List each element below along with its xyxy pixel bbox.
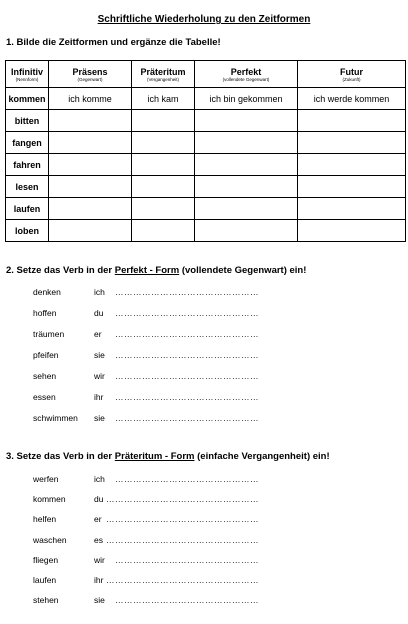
answer-cell[interactable] bbox=[195, 132, 298, 154]
answer-cell[interactable] bbox=[298, 132, 406, 154]
answer-line[interactable]: ………………………………………… bbox=[115, 555, 259, 565]
answer-cell[interactable] bbox=[49, 220, 132, 242]
exercise3-row bbox=[33, 595, 273, 607]
table-cell: kommen bbox=[6, 88, 49, 110]
task3-heading-form: Präteritum - Form bbox=[114, 451, 195, 462]
answer-cell[interactable] bbox=[132, 110, 195, 132]
exercise-verb: träumen bbox=[33, 329, 65, 339]
exercise3-row bbox=[33, 535, 273, 547]
answer-cell[interactable] bbox=[132, 176, 195, 198]
exercise-pronoun: du bbox=[94, 308, 104, 318]
exercise-verb: fliegen bbox=[33, 555, 59, 565]
task3-heading bbox=[6, 451, 330, 462]
answer-cell[interactable] bbox=[298, 110, 406, 132]
table-cell-verb: bitten bbox=[6, 110, 49, 132]
answer-cell[interactable] bbox=[195, 220, 298, 242]
exercise-pronoun: sie bbox=[94, 350, 105, 360]
table-cell: ich komme bbox=[49, 88, 132, 110]
answer-cell[interactable] bbox=[49, 198, 132, 220]
header-perfekt: Perfekt (vollendete Gegenwart) bbox=[195, 61, 298, 88]
answer-cell[interactable] bbox=[132, 220, 195, 242]
answer-line[interactable]: …………………………………………… bbox=[106, 494, 259, 504]
exercise2-row bbox=[33, 350, 273, 362]
answer-cell[interactable] bbox=[195, 198, 298, 220]
table-row bbox=[6, 154, 406, 176]
exercise3-row bbox=[33, 494, 273, 506]
table-cell-verb: fangen bbox=[6, 132, 49, 154]
exercise-verb: kommen bbox=[33, 494, 66, 504]
exercise-pronoun: ich bbox=[94, 474, 105, 484]
exercise-verb: pfeifen bbox=[33, 350, 59, 360]
exercise2-row bbox=[33, 413, 273, 425]
table-cell: ich kam bbox=[132, 88, 195, 110]
answer-line[interactable]: …………………………………………… bbox=[106, 535, 259, 545]
answer-cell[interactable] bbox=[298, 176, 406, 198]
exercise-verb: denken bbox=[33, 287, 61, 297]
exercise3-row bbox=[33, 474, 273, 486]
exercise-pronoun: wir bbox=[94, 555, 105, 565]
task2-heading-pre: 2. Setze das Verb in der bbox=[6, 265, 115, 276]
answer-cell[interactable] bbox=[49, 154, 132, 176]
exercise-pronoun: sie bbox=[94, 595, 105, 605]
answer-cell[interactable] bbox=[49, 132, 132, 154]
exercise-pronoun: es bbox=[94, 535, 103, 545]
exercise2-row bbox=[33, 371, 273, 383]
table-cell: ich bin gekommen bbox=[195, 88, 298, 110]
answer-cell[interactable] bbox=[132, 132, 195, 154]
header-praesens: Präsens (Gegenwart) bbox=[49, 61, 132, 88]
answer-line[interactable]: ………………………………………… bbox=[115, 287, 259, 297]
answer-cell[interactable] bbox=[49, 110, 132, 132]
answer-cell[interactable] bbox=[298, 220, 406, 242]
answer-line[interactable]: ………………………………………… bbox=[115, 392, 259, 402]
table-row bbox=[6, 132, 406, 154]
task3-heading-pre: 3. Setze das Verb in der bbox=[6, 451, 115, 462]
table-row bbox=[6, 176, 406, 198]
exercise3-row bbox=[33, 514, 273, 526]
answer-line[interactable]: ………………………………………… bbox=[115, 308, 259, 318]
header-infinitiv: Infinitiv (Nennform) bbox=[6, 61, 49, 88]
exercise-verb: hoffen bbox=[33, 308, 57, 318]
tense-table bbox=[5, 60, 406, 242]
answer-line[interactable]: ………………………………………… bbox=[115, 474, 259, 484]
task2-heading-post: (vollendete Gegenwart) ein! bbox=[179, 265, 307, 276]
task1-heading: 1. Bilde die Zeitformen und ergänze die Tabelle! bbox=[6, 37, 221, 48]
table-cell-verb: fahren bbox=[6, 154, 49, 176]
table-cell-verb: loben bbox=[6, 220, 49, 242]
answer-cell[interactable] bbox=[195, 110, 298, 132]
table-row bbox=[6, 198, 406, 220]
answer-line[interactable]: …………………………………………… bbox=[106, 514, 259, 524]
table-row-example bbox=[6, 88, 406, 110]
exercise-verb: schwimmen bbox=[33, 413, 78, 423]
exercise2-row bbox=[33, 329, 273, 341]
exercise2-row bbox=[33, 287, 273, 299]
exercise-pronoun: wir bbox=[94, 371, 105, 381]
exercise3-row bbox=[33, 575, 273, 587]
table-cell: ich werde kommen bbox=[298, 88, 406, 110]
answer-line[interactable]: ………………………………………… bbox=[115, 371, 259, 381]
answer-cell[interactable] bbox=[132, 154, 195, 176]
exercise-pronoun: du bbox=[94, 494, 104, 504]
exercise-verb: sehen bbox=[33, 371, 57, 381]
page-title: Schriftliche Wiederholung zu den Zeitformen bbox=[97, 14, 311, 25]
exercise3-row bbox=[33, 555, 273, 567]
header-futur: Futur (Zukunft) bbox=[298, 61, 406, 88]
table-row bbox=[6, 110, 406, 132]
table-cell-verb: lesen bbox=[6, 176, 49, 198]
exercise-verb: helfen bbox=[33, 514, 57, 524]
header-praeteritum: Präteritum (Vergangenheit) bbox=[132, 61, 195, 88]
answer-cell[interactable] bbox=[195, 176, 298, 198]
table-cell-verb: laufen bbox=[6, 198, 49, 220]
answer-cell[interactable] bbox=[49, 176, 132, 198]
table-header-row bbox=[6, 61, 406, 88]
exercise-pronoun: er bbox=[94, 514, 102, 524]
answer-cell[interactable] bbox=[195, 154, 298, 176]
exercise-verb: waschen bbox=[33, 535, 67, 545]
answer-line[interactable]: …………………………………………… bbox=[106, 575, 259, 585]
answer-line[interactable]: ………………………………………… bbox=[115, 595, 259, 605]
answer-cell[interactable] bbox=[132, 198, 195, 220]
exercise-pronoun: ihr bbox=[94, 575, 104, 585]
answer-cell[interactable] bbox=[298, 154, 406, 176]
answer-cell[interactable] bbox=[298, 198, 406, 220]
task3-heading-post: (einfache Vergangenheit) ein! bbox=[194, 451, 330, 462]
exercise2-row bbox=[33, 308, 273, 320]
task2-heading-form: Perfekt - Form bbox=[114, 265, 180, 276]
exercise-pronoun: ich bbox=[94, 287, 105, 297]
answer-line[interactable]: ………………………………………… bbox=[115, 350, 259, 360]
task2-heading bbox=[6, 265, 306, 276]
answer-line[interactable]: ………………………………………… bbox=[115, 413, 259, 423]
exercise-verb: werfen bbox=[33, 474, 59, 484]
exercise-pronoun: er bbox=[94, 329, 102, 339]
exercise2-row bbox=[33, 392, 273, 404]
exercise-pronoun: sie bbox=[94, 413, 105, 423]
exercise-verb: essen bbox=[33, 392, 56, 402]
exercise-verb: stehen bbox=[33, 595, 59, 605]
exercise-verb: laufen bbox=[33, 575, 57, 585]
answer-line[interactable]: ………………………………………… bbox=[115, 329, 259, 339]
exercise-pronoun: ihr bbox=[94, 392, 104, 402]
table-row bbox=[6, 220, 406, 242]
